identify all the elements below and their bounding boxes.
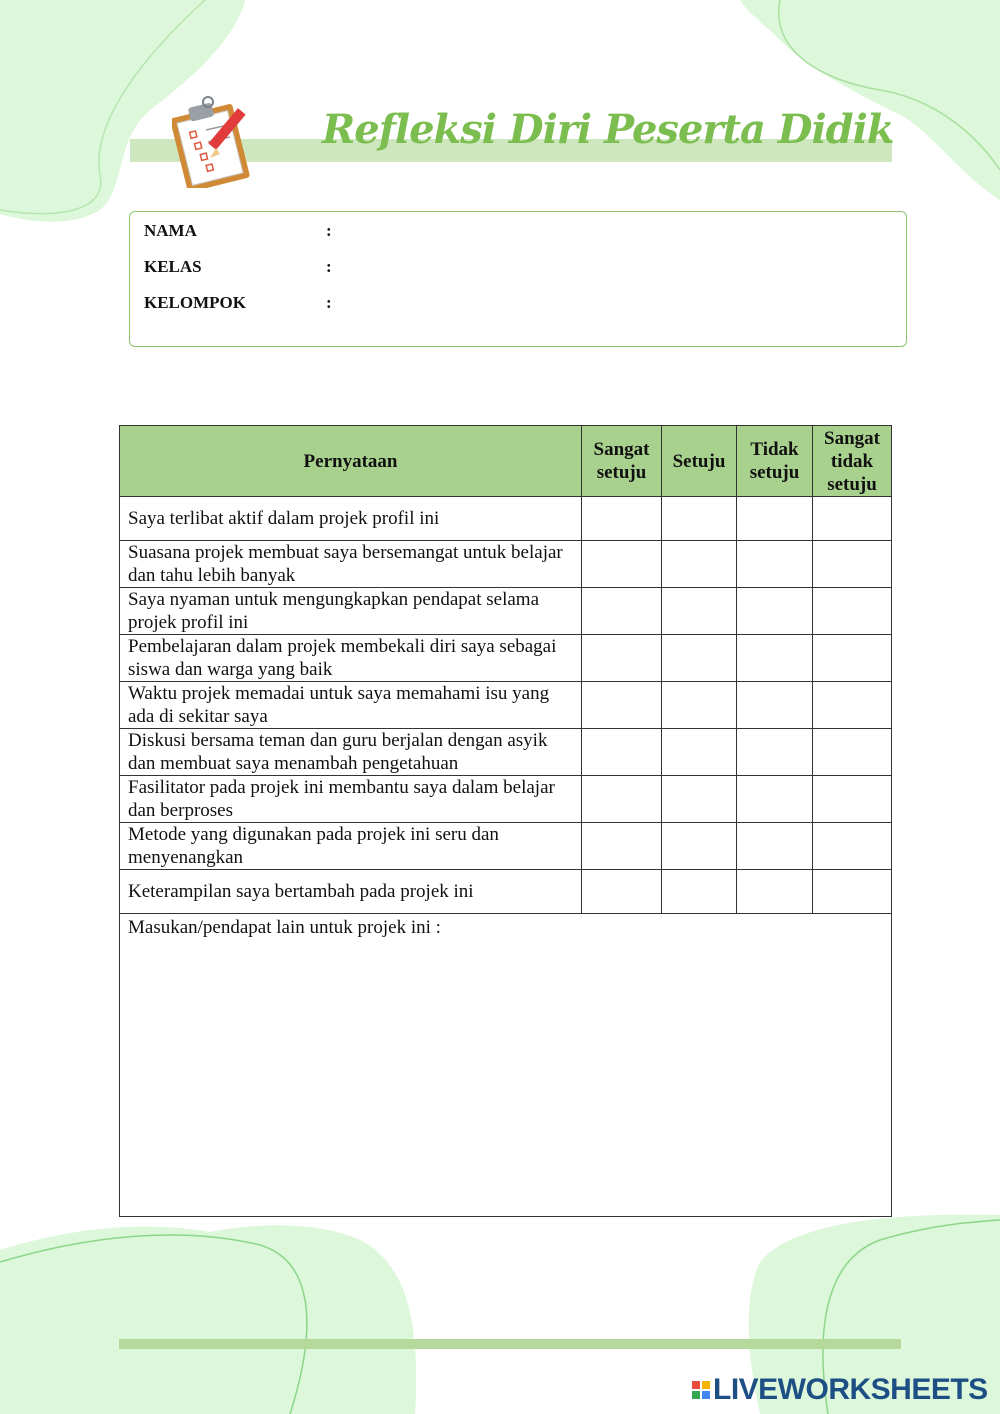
table-row [120,682,892,729]
answer-cell-tidak-setuju[interactable] [737,870,813,914]
kelas-label: KELAS [144,257,202,276]
table-row [120,870,892,914]
table-row [120,729,892,776]
answer-cell-sangat-setuju[interactable] [582,729,662,776]
answer-cell-sangat-setuju[interactable] [582,682,662,729]
feedback-cell[interactable] [120,914,892,1217]
table-row [120,541,892,588]
statement-cell: Keterampilan saya bertambah pada projek ini [120,870,582,914]
answer-cell-setuju[interactable] [662,635,737,682]
header-pernyataan: Pernyataan [120,426,582,497]
answer-cell-tidak-setuju[interactable] [737,588,813,635]
statement-cell: Waktu projek memadai untuk saya memahami isu yang ada di sekitar saya [120,682,582,729]
answer-cell-sangat-setuju[interactable] [582,870,662,914]
statement-cell: Saya terlibat aktif dalam projek profil ini [120,497,582,541]
header-tidak-setuju: Tidak setuju [737,426,813,497]
answer-cell-tidak-setuju[interactable] [737,729,813,776]
bottom-left-blob [0,1225,416,1414]
answer-cell-setuju[interactable] [662,776,737,823]
answer-cell-sangat-setuju[interactable] [582,635,662,682]
answer-cell-sangat-tidak-setuju[interactable] [813,588,892,635]
top-right-blob [740,0,1000,200]
answer-cell-sangat-setuju[interactable] [582,588,662,635]
answer-cell-sangat-tidak-setuju[interactable] [813,497,892,541]
answer-cell-setuju[interactable] [662,682,737,729]
header-sangat-setuju: Sangat setuju [582,426,662,497]
liveworksheets-logo-icon [692,1381,710,1399]
answer-cell-sangat-tidak-setuju[interactable] [813,823,892,870]
table-row [120,635,892,682]
student-info-box [129,211,907,347]
table-row [120,588,892,635]
nama-colon: : [326,221,332,240]
answer-cell-setuju[interactable] [662,541,737,588]
info-row-nama [144,221,332,243]
answer-cell-sangat-tidak-setuju[interactable] [813,870,892,914]
answer-cell-tidak-setuju[interactable] [737,635,813,682]
kelompok-label: KELOMPOK [144,293,246,312]
brand-name: LIVEWORKSHEETS [713,1373,988,1406]
answer-cell-setuju[interactable] [662,823,737,870]
bottom-band [119,1339,901,1349]
table-header-row [120,426,892,497]
answer-cell-setuju[interactable] [662,497,737,541]
info-row-kelas [144,257,332,279]
answer-cell-tidak-setuju[interactable] [737,682,813,729]
answer-cell-tidak-setuju[interactable] [737,541,813,588]
answer-cell-sangat-setuju[interactable] [582,776,662,823]
feedback-row [120,914,892,1217]
statement-cell: Metode yang digunakan pada projek ini seru dan menyenangkan [120,823,582,870]
answer-cell-sangat-setuju[interactable] [582,541,662,588]
answer-cell-tidak-setuju[interactable] [737,823,813,870]
statement-cell: Suasana projek membuat saya bersemangat untuk belajar dan tahu lebih banyak [120,541,582,588]
answer-cell-tidak-setuju[interactable] [737,497,813,541]
table-row [120,823,892,870]
page-title: Refleksi Diri Peserta Didik [322,106,894,153]
answer-cell-sangat-tidak-setuju[interactable] [813,776,892,823]
answer-cell-sangat-tidak-setuju[interactable] [813,682,892,729]
answer-cell-setuju[interactable] [662,870,737,914]
header-sangat-tidak-setuju: Sangat tidak setuju [813,426,892,497]
kelompok-colon: : [326,293,332,312]
answer-cell-sangat-setuju[interactable] [582,497,662,541]
answer-cell-sangat-tidak-setuju[interactable] [813,541,892,588]
reflection-table [119,425,892,1217]
answer-cell-setuju[interactable] [662,729,737,776]
answer-cell-sangat-tidak-setuju[interactable] [813,635,892,682]
statement-cell: Diskusi bersama teman dan guru berjalan dengan asyik dan membuat saya menambah pengetahuan [120,729,582,776]
statement-cell: Fasilitator pada projek ini membantu saya dalam belajar dan berproses [120,776,582,823]
info-row-kelompok [144,293,332,315]
answer-cell-setuju[interactable] [662,588,737,635]
table-row [120,497,892,541]
statement-cell: Saya nyaman untuk mengungkapkan pendapat selama projek profil ini [120,588,582,635]
clipboard-checklist-icon [172,96,264,188]
header-setuju: Setuju [662,426,737,497]
table-row [120,776,892,823]
statement-cell: Pembelajaran dalam projek membekali diri saya sebagai siswa dan warga yang baik [120,635,582,682]
answer-cell-tidak-setuju[interactable] [737,776,813,823]
kelas-colon: : [326,257,332,276]
brand-logo [692,1372,988,1408]
nama-label: NAMA [144,221,197,240]
answer-cell-sangat-setuju[interactable] [582,823,662,870]
feedback-label: Masukan/pendapat lain untuk projek ini : [128,917,441,938]
answer-cell-sangat-tidak-setuju[interactable] [813,729,892,776]
